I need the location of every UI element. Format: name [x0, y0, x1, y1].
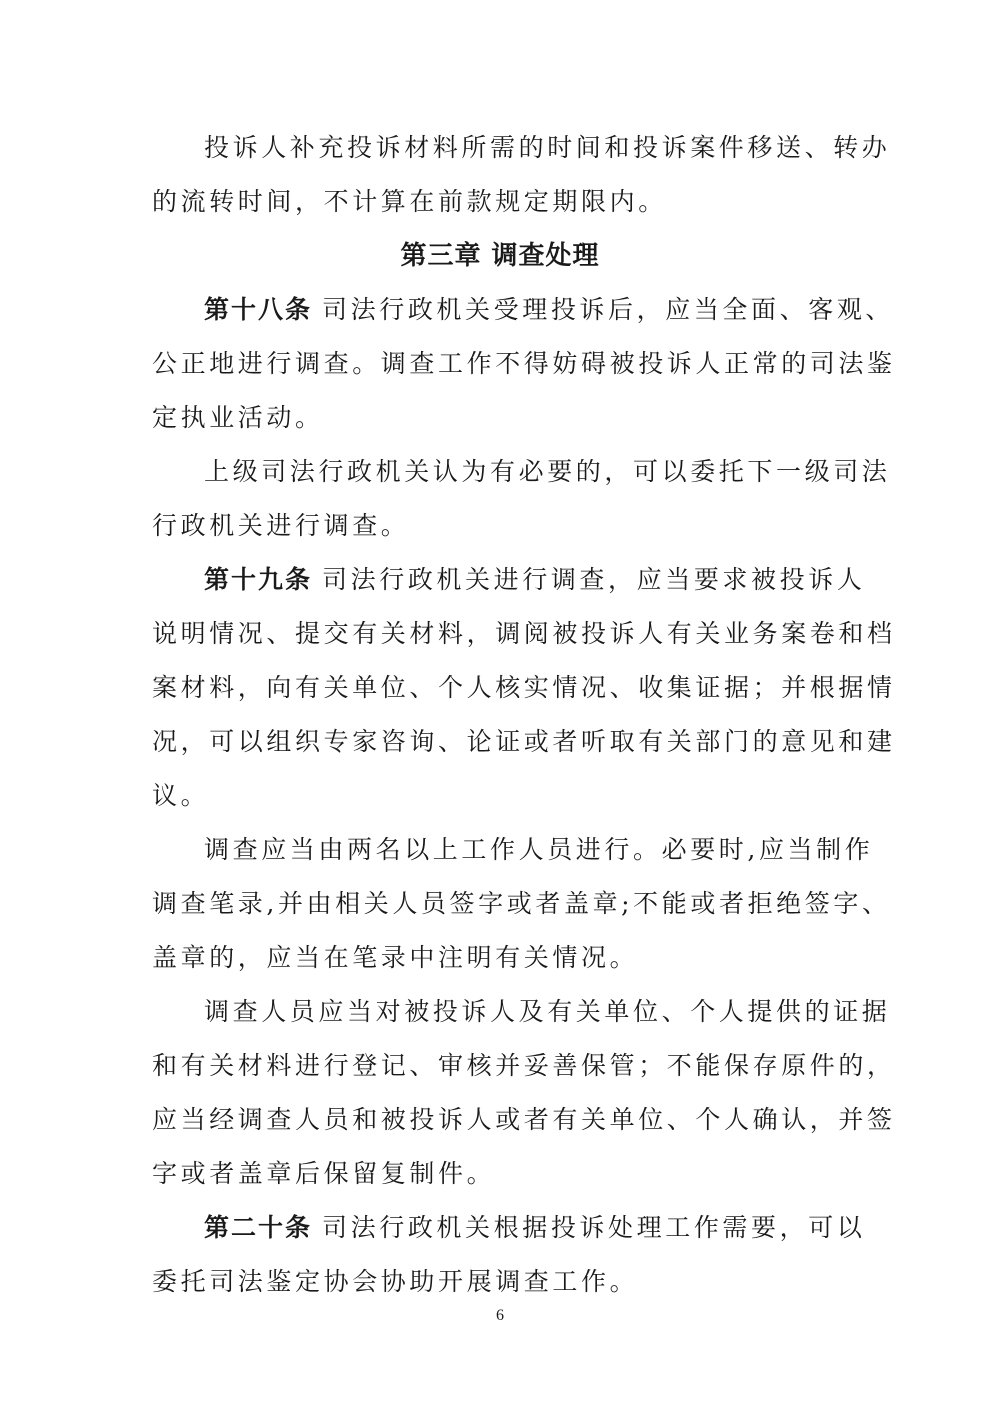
text-line: 行政机关进行调查。: [152, 511, 410, 540]
article-20-line: [204, 1208, 866, 1248]
text-line: 司法行政机关进行调查，应当要求被投诉人: [322, 565, 866, 594]
text-line: 投诉人补充投诉材料所需的时间和投诉案件移送、转办: [204, 133, 891, 162]
article-20-label: 第二十条: [204, 1213, 313, 1242]
text-line: 定执业活动。: [152, 403, 324, 432]
text-line: 上级司法行政机关认为有必要的，可以委托下一级司法: [204, 457, 891, 486]
text-line: 的流转时间，不计算在前款规定期限内。: [152, 187, 667, 216]
text-line: 司法行政机关根据投诉处理工作需要，可以: [322, 1213, 866, 1242]
article-18-line: [204, 290, 895, 330]
text-line: 案材料，向有关单位、个人核实情况、收集证据；并根据情: [152, 673, 896, 702]
text-line: 调查应当由两名以上工作人员进行。必要时,应当制作: [204, 835, 874, 864]
chapter-title: 第三章 调查处理: [400, 241, 600, 271]
text-line: 调查人员应当对被投诉人及有关单位、个人提供的证据: [204, 997, 891, 1026]
text-line: 字或者盖章后保留复制件。: [152, 1159, 496, 1188]
text-line: 委托司法鉴定协会协助开展调查工作。: [152, 1267, 639, 1296]
text-line: 和有关材料进行登记、审核并妥善保管；不能保存原件的，: [152, 1051, 896, 1080]
article-18-label: 第十八条: [204, 295, 313, 324]
article-19-line: [204, 560, 866, 600]
text-line: 调查笔录,并由相关人员签字或者盖章;不能或者拒绝签字、: [152, 889, 891, 918]
text-line: 说明情况、提交有关材料，调阅被投诉人有关业务案卷和档: [152, 619, 896, 648]
text-line: 司法行政机关受理投诉后，应当全面、客观、: [322, 295, 895, 324]
text-line: 议。: [152, 781, 210, 810]
text-line: 公正地进行调查。调查工作不得妨碍被投诉人正常的司法鉴: [152, 349, 896, 378]
page-number: 6: [496, 1307, 504, 1324]
text-line: 应当经调查人员和被投诉人或者有关单位、个人确认，并签: [152, 1105, 896, 1134]
article-19-label: 第十九条: [204, 565, 313, 594]
text-line: 况，可以组织专家咨询、论证或者听取有关部门的意见和建: [152, 727, 896, 756]
text-line: 盖章的，应当在笔录中注明有关情况。: [152, 943, 639, 972]
